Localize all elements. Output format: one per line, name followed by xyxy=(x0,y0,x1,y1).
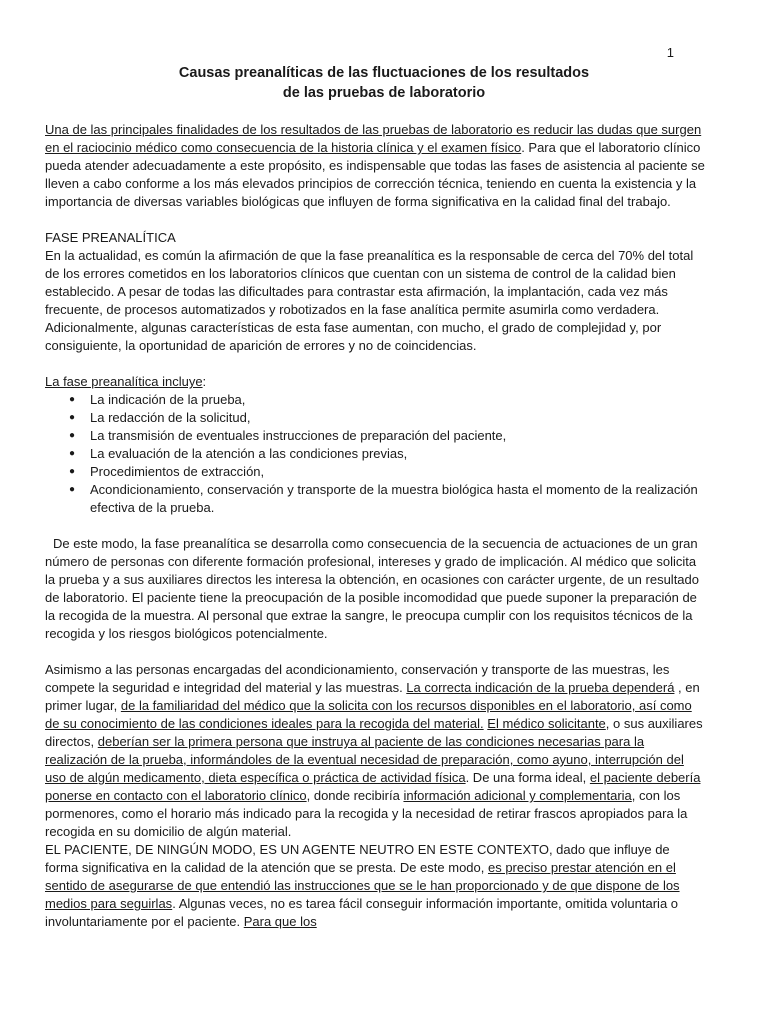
page-number: 1 xyxy=(666,45,674,60)
includes-heading xyxy=(45,373,705,391)
para-4-underlined: de la familiaridad del médico que la solicita con los recursos disponibles en el laboratorio, así como de su conocimiento de las condiciones ideales para la recogida del material. xyxy=(45,698,692,731)
fase-heading: FASE PREANALÍTICA xyxy=(45,230,176,245)
document-body xyxy=(45,121,705,931)
para-5-text: EL PACIENTE, DE NINGÚN MODO, ES UN AGENTE NEUTRO EN ESTE CONTEXTO, dado que influye de forma significativa en la calidad de la atención que se presta. De este modo, xyxy=(45,842,670,875)
para-4 xyxy=(45,661,705,841)
para-4-text: , donde recibiría xyxy=(306,788,404,803)
para-4-underlined: El médico solicitante xyxy=(487,716,606,731)
para-5-underlined: Para que los xyxy=(243,914,317,929)
list-item: ● La indicación de la prueba, xyxy=(45,391,705,409)
para-4-underlined: deberían ser la primera persona que instruya al paciente de las condiciones necesarias para la realización de la prueba, informándoles de la eventual necesidad de preparación, como ayuno, interrupción del uso de algún medicamento, dieta específica o práctica de actividad física xyxy=(45,734,684,785)
title-line-2: de las pruebas de laboratorio xyxy=(282,85,486,101)
intro-paragraph xyxy=(45,121,705,211)
includes-heading-text: La fase preanalítica incluye xyxy=(45,374,203,389)
intro-rest: . Para que el laboratorio clínico pueda atender adecuadamente a este propósito, es indispensable que todas las fases de asistencia al paciente se lleven a cabo conforme a los más elevados principios de corrección técnica, teniendo en cuenta la existencia y la importancia de diversas variables biológicas que influyen de forma significativa en la calidad final del trabajo. xyxy=(45,140,705,209)
para-4-text: Asimismo a las personas encargadas del acondicionamiento, conservación y transporte de las muestras, les compete la seguridad e integridad del material y las muestras. xyxy=(45,662,670,695)
para-4-underlined: información adicional y complementaria xyxy=(403,788,632,803)
includes-heading-colon: : xyxy=(202,374,207,389)
list-item: ● La evaluación de la atención a las condiciones previas, xyxy=(45,445,705,463)
para-4-underlined: La correcta indicación de la prueba dependerá xyxy=(406,680,675,695)
list-item: ● La transmisión de eventuales instrucciones de preparación del paciente, xyxy=(45,427,705,445)
para-3: De este modo, la fase preanalítica se desarrolla como consecuencia de la secuencia de actuaciones de un gran número de personas con diferente formación profesional, intereses y grado de implicación. Al médico que solicita la prueba y a sus auxiliares directos les interesa la obtención, en ocasiones con carácter urgente, de un resultado de laboratorio. El paciente tiene la preocupación de la posible incomodidad que puede suponer la preparación de la recogida de la muestra. Al personal que extrae la sangre, le preocupa cumplir con los requisitos técnicos de la recogida y los riesgos biológicos potencialmente. xyxy=(45,536,699,641)
list-item: ● La redacción de la solicitud, xyxy=(45,409,705,427)
list-item: ● Procedimientos de extracción, xyxy=(45,463,705,481)
para-5 xyxy=(45,841,705,931)
para-4-text: , con los pormenores, como el horario más indicado para la recogida y la necesidad de retirar frascos apropiados para la recogida en su domicilio de algún material. xyxy=(45,788,688,839)
para-4-text: , o sus auxiliares directos, xyxy=(45,716,703,749)
list-item: ● Acondicionamiento, conservación y transporte de la muestra biológica hasta el momento de la realización efectiva de la prueba. xyxy=(45,481,705,517)
para-4-underlined: el paciente debería ponerse en contacto con el laboratorio clínico xyxy=(45,770,701,803)
para-5-underlined: es preciso prestar atención en el sentido de asegurarse de que entendió las instrucciones que se le han proporcionado y de que dispone de los medios para seguirlas xyxy=(45,860,680,911)
intro-underlined: Una de las principales finalidades de los resultados de las pruebas de laboratorio es reducir las dudas que surgen en el raciocinio médico como consecuencia de la historia clínica y el examen físico xyxy=(45,122,702,155)
para-4-text: . De una forma ideal, xyxy=(465,770,590,785)
title-line-1: Causas preanalíticas de las fluctuaciones de los resultados xyxy=(178,65,590,81)
para-5-text: . Algunas veces, no es tarea fácil conseguir información importante, omitida voluntaria o involuntariamente por el paciente. xyxy=(45,896,679,929)
includes-list xyxy=(45,391,705,517)
para-4-text: , en primer lugar, xyxy=(45,680,700,713)
document-title xyxy=(0,63,768,103)
fase-paragraph: En la actualidad, es común la afirmación de que la fase preanalítica es la responsable de cerca del 70% del total de los errores cometidos en los laboratorios clínicos que cuentan con un sistema de control de la calidad bien establecido. A pesar de todas las dificultades para contrastar esta afirmación, la implantación, cada vez más frecuente, de procesos automatizados y robotizados en la fase analítica permite asumirla como verdadera. Adicionalmente, algunas características de esta fase aumentan, con mucho, el grado de complejidad y, por consiguiente, la oportunidad de aparición de errores y no de coincidencias. xyxy=(45,248,694,353)
